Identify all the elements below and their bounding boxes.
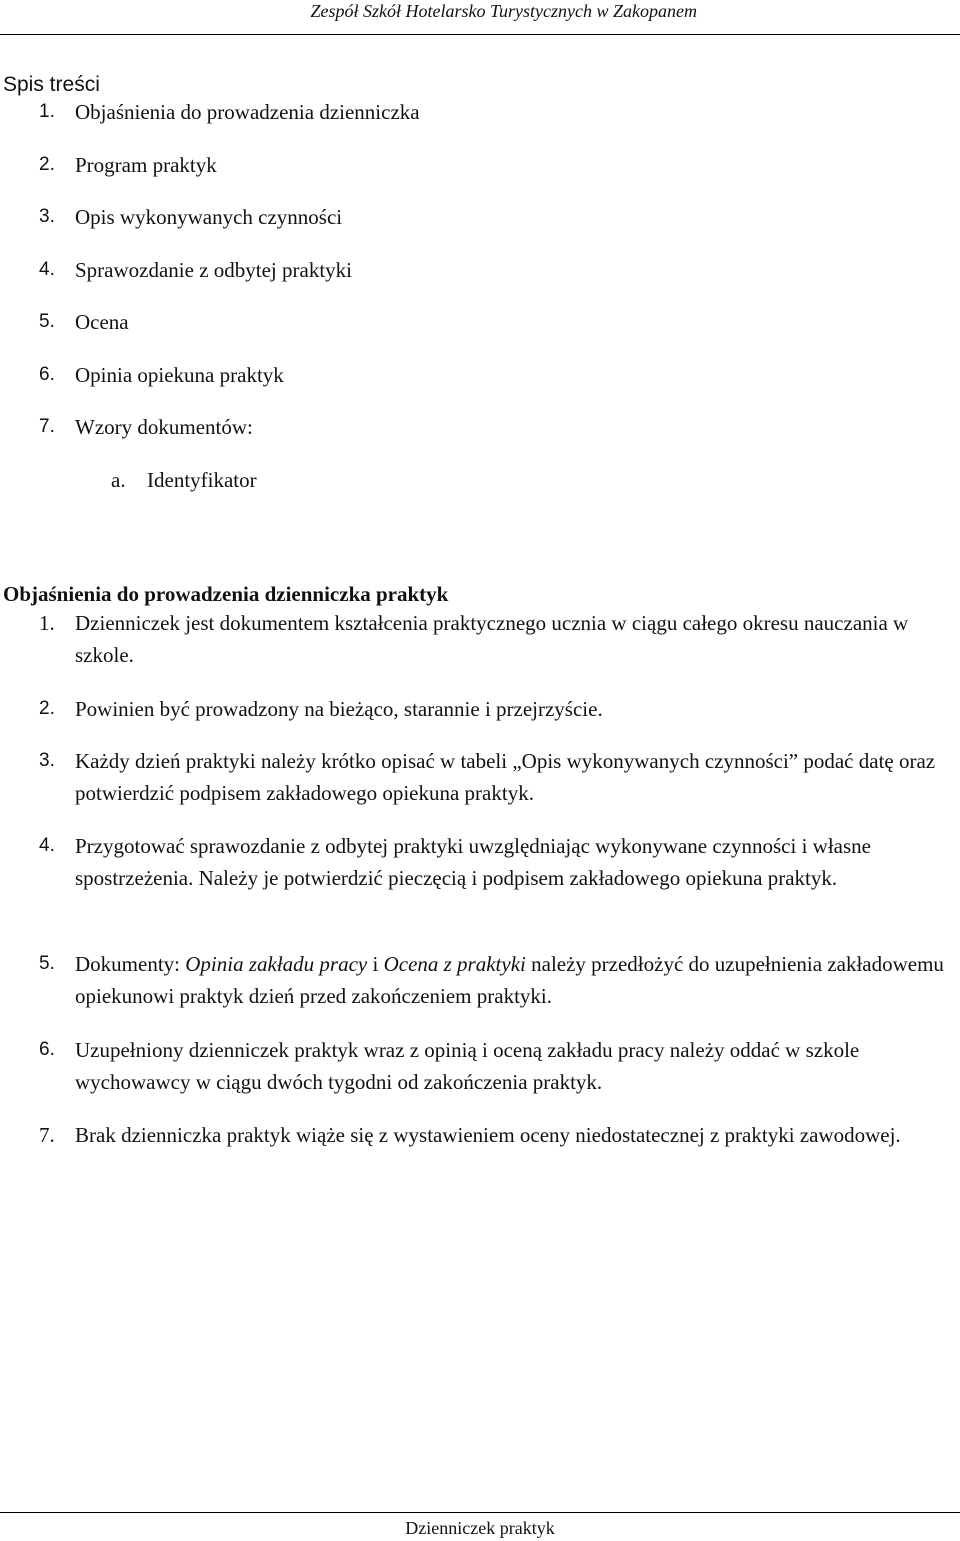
rule-number: 6. bbox=[39, 1039, 55, 1060]
toc-item-number: 7. bbox=[39, 416, 55, 437]
rule-text: Dzienniczek jest dokumentem kształcenia praktycznego ucznia w ciągu całego okresu nauczania w szkole. bbox=[75, 611, 909, 667]
rule-number: 1. bbox=[39, 611, 55, 635]
document-name-opinion: Opinia zakładu pracy bbox=[185, 952, 368, 976]
toc-item-number: 1. bbox=[39, 101, 55, 122]
toc-item-label: Wzory dokumentów: bbox=[75, 415, 253, 439]
rule-number: 4. bbox=[39, 835, 55, 856]
toc-item-label: Ocena bbox=[75, 310, 129, 334]
rule-text-part: należy przedłożyć do uzupełnienia zakładowemu opiekunowi praktyk dzień przed zakończeniem praktyki. bbox=[75, 952, 944, 1008]
toc-item-number: 3. bbox=[39, 206, 55, 227]
rule-number: 5. bbox=[39, 953, 55, 974]
footer-title: Dzienniczek praktyk bbox=[405, 1518, 555, 1538]
toc-item-number: 4. bbox=[39, 258, 55, 280]
toc-item-number: 6. bbox=[39, 363, 55, 385]
toc-subitem-letter: a. bbox=[111, 467, 126, 492]
toc-subitem-label: Identyfikator bbox=[147, 467, 257, 492]
section-title: Objaśnienia do prowadzenia dzienniczka praktyk bbox=[3, 582, 449, 606]
rule-number: 2. bbox=[39, 698, 55, 719]
rule-text: Powinien być prowadzony na bieżąco, starannie i przejrzyście. bbox=[75, 697, 603, 721]
school-name: Zespół Szkół Hotelarsko Turystycznych w Zakopanem bbox=[310, 1, 697, 21]
toc-item-number: 2. bbox=[39, 153, 55, 175]
toc-item-label: Program praktyk bbox=[75, 152, 217, 177]
rule-number: 3. bbox=[39, 750, 55, 771]
document-name-grade: Ocena z praktyki bbox=[383, 952, 526, 976]
rule-text: Przygotować sprawozdanie z odbytej praktyki uwzględniając wykonywane czynności i własne spostrzeżenia. Należy je potwierdzić pieczęcią i podpisem zakładowego opiekuna praktyk. bbox=[75, 834, 871, 890]
page-header bbox=[0, 0, 960, 35]
footer-rule bbox=[0, 1512, 960, 1513]
rule-text: Uzupełniony dzienniczek praktyk wraz z opinią i oceną zakładu pracy należy oddać w szkole wychowawcy w ciągu dwóch tygodni od zakończenia praktyk. bbox=[75, 1038, 860, 1094]
rule-text: Każdy dzień praktyki należy krótko opisać w tabeli „Opis wykonywanych czynności” podać datę oraz potwierdzić podpisem zakładowego opiekuna praktyk. bbox=[75, 749, 936, 805]
rule-text bbox=[75, 948, 955, 1012]
rule-text-part: Dokumenty: bbox=[75, 952, 186, 976]
toc-item-label: Objaśnienia do prowadzenia dzienniczka bbox=[75, 100, 420, 124]
toc-item-label: Sprawozdanie z odbytej praktyki bbox=[75, 257, 352, 282]
toc-item-label: Opinia opiekuna praktyk bbox=[75, 362, 284, 387]
rule-text-part: i bbox=[367, 952, 384, 976]
rule-number: 7. bbox=[39, 1123, 55, 1147]
rule-text: Brak dzienniczka praktyk wiąże się z wystawieniem oceny niedostatecznej z praktyki zawodowej. bbox=[75, 1123, 901, 1147]
toc-item-label: Opis wykonywanych czynności bbox=[75, 205, 343, 229]
toc-item-number: 5. bbox=[39, 311, 55, 332]
toc-title: Spis treści bbox=[3, 73, 100, 96]
